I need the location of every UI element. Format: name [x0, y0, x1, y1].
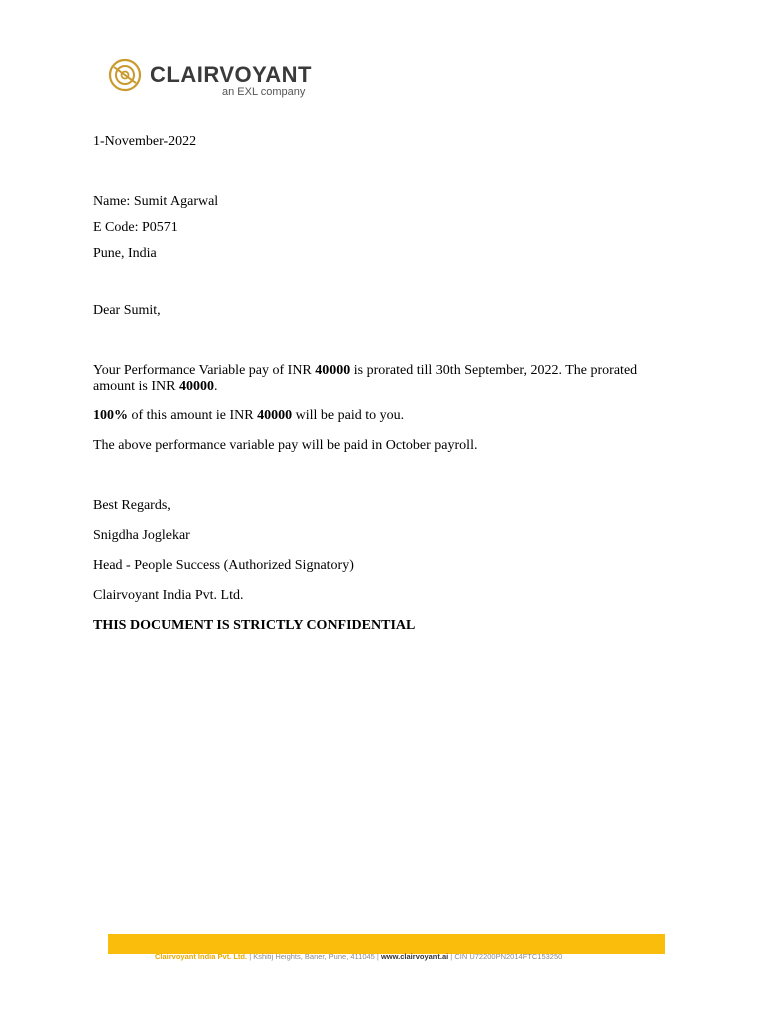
p1-text-b: is prorated till 30th September, 2022. The prorated amount is INR — [93, 363, 638, 394]
signatory-title: Head - People Success (Authorized Signatory) — [93, 558, 354, 573]
p2-text-b: will be paid to you. — [292, 408, 405, 423]
footer-address: | Kshitij Heights, Baner, Pune, 411045 | — [247, 952, 381, 961]
payout-percent: 100% — [93, 408, 128, 423]
brand-tagline: an EXL company — [222, 86, 306, 98]
footer-website: www.clairvoyant.ai — [380, 952, 449, 961]
p1-text-c: . — [213, 379, 218, 394]
p2-text-a: of this amount ie INR — [128, 408, 258, 423]
letter-date: 1-November-2022 — [93, 134, 197, 149]
p1-amount-1: 40000 — [315, 363, 351, 378]
p1-text-a: Your Performance Variable pay of INR — [93, 363, 316, 378]
confidential-notice: THIS DOCUMENT IS STRICTLY CONFIDENTIAL — [93, 618, 416, 633]
company-logo — [108, 56, 318, 100]
paragraph-variable-pay — [93, 363, 663, 395]
company-name: Clairvoyant India Pvt. Ltd. — [93, 588, 244, 603]
recipient-location: Pune, India — [93, 246, 157, 261]
employee-code: E Code: P0571 — [93, 220, 178, 235]
paragraph-payout — [93, 408, 404, 424]
brand-name: CLAIRVOYANT — [150, 62, 312, 87]
footer-cin: | CIN U72200PN2014FTC153250 — [448, 952, 563, 961]
footer-bar — [108, 934, 665, 954]
payout-amount: 40000 — [257, 408, 293, 423]
footer-text — [155, 952, 615, 961]
p1-amount-2: 40000 — [178, 379, 214, 394]
salutation: Dear Sumit, — [93, 303, 161, 318]
closing: Best Regards, — [93, 498, 171, 513]
clairvoyant-logo-icon — [108, 58, 142, 92]
recipient-name: Name: Sumit Agarwal — [93, 194, 219, 209]
footer-company: Clairvoyant India Pvt. Ltd. — [155, 952, 248, 961]
paragraph-payroll: The above performance variable pay will be paid in October payroll. — [93, 438, 478, 453]
signatory-name: Snigdha Joglekar — [93, 528, 190, 543]
